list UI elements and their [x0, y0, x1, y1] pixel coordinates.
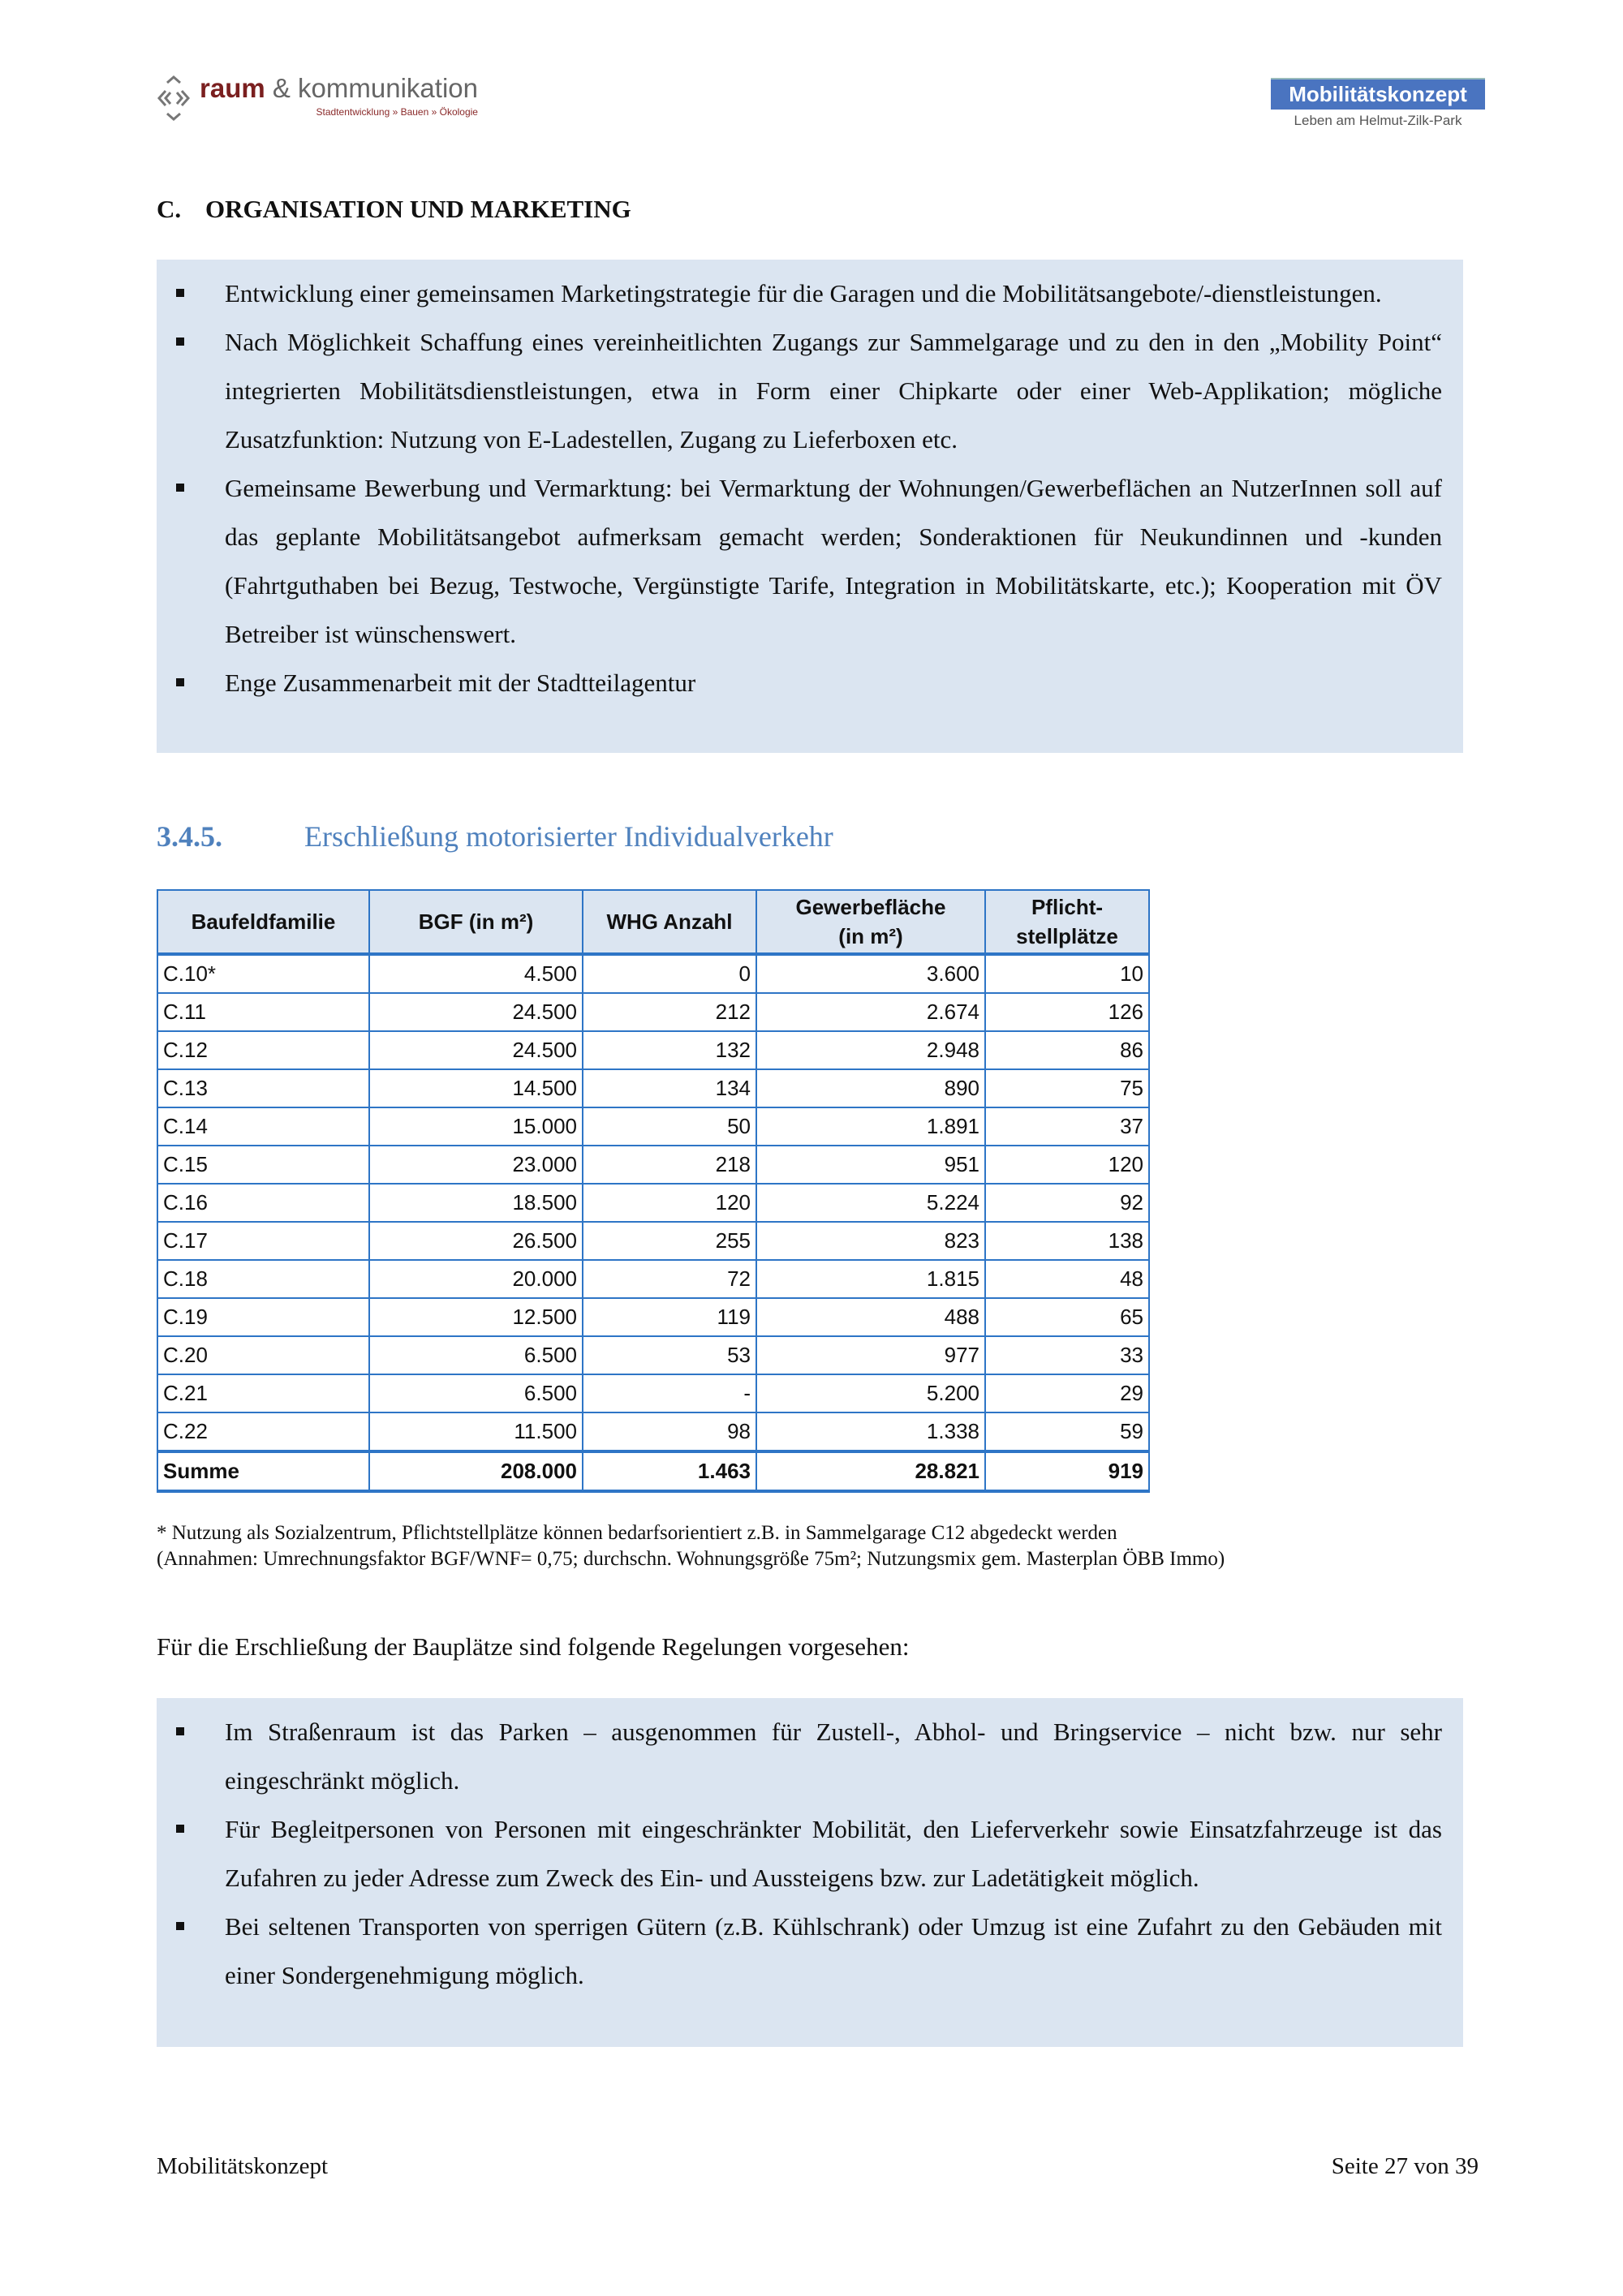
- footer-page-number: Seite 27 von 39: [1331, 2153, 1479, 2179]
- section-345-heading: [157, 819, 833, 853]
- table-row: [157, 993, 1149, 1031]
- table-cell: 53: [583, 1336, 756, 1374]
- table-cell: 255: [583, 1222, 756, 1260]
- list-item-text: Im Straßenraum ist das Parken – ausgenommen für Zustell-, Abhol- und Bringservice – nicht bzw. nur sehr eingeschränkt möglich.: [225, 1718, 1442, 1795]
- table-cell: C.19: [157, 1298, 369, 1336]
- rules-box: [157, 1698, 1463, 2047]
- table-cell: 977: [756, 1336, 985, 1374]
- footnote: * Nutzung als Sozialzentrum, Pflichtstellplätze können bedarfsorientiert z.B. in Sammelgarage C12 abgedeckt werden: [157, 1522, 1117, 1544]
- logo-brand: raum: [200, 73, 265, 103]
- list-item: [225, 318, 1442, 464]
- table-cell: 5.224: [756, 1184, 985, 1222]
- table-cell: 37: [985, 1107, 1149, 1146]
- list-item-text: Entwicklung einer gemeinsamen Marketingstrategie für die Garagen und die Mobilitätsangebote/-dienstleistungen.: [225, 279, 1382, 307]
- table-cell: 11.500: [369, 1412, 583, 1451]
- table-cell: 2.674: [756, 993, 985, 1031]
- table-cell: -: [583, 1374, 756, 1412]
- section-345-number: 3.4.5.: [157, 820, 222, 853]
- table-cell: C.15: [157, 1146, 369, 1184]
- list-item: [225, 1903, 1442, 2000]
- bullet-icon: [176, 678, 184, 686]
- bullet-icon: [176, 1922, 184, 1930]
- table-cell: 119: [583, 1298, 756, 1336]
- table-cell: C.14: [157, 1107, 369, 1146]
- badge-subtitle: Leben am Helmut-Zilk-Park: [1294, 113, 1462, 128]
- table-cell: C.16: [157, 1184, 369, 1222]
- col-header: BGF (in m²): [369, 890, 583, 954]
- table-cell: C.22: [157, 1412, 369, 1451]
- badge-title: Mobilitätskonzept: [1271, 78, 1485, 110]
- table-cell: 132: [583, 1031, 756, 1069]
- table-cell: 23.000: [369, 1146, 583, 1184]
- bullet-icon: [176, 1825, 184, 1833]
- table-cell: 134: [583, 1069, 756, 1107]
- table-row: [157, 1069, 1149, 1107]
- table-cell: 92: [985, 1184, 1149, 1222]
- table-cell: C.10*: [157, 954, 369, 993]
- company-logo: [154, 75, 478, 122]
- marketing-box: [157, 260, 1463, 753]
- document-badge: [1271, 78, 1485, 129]
- table-row: [157, 1184, 1149, 1222]
- table-cell: 919: [985, 1451, 1149, 1491]
- list-item: [225, 1708, 1442, 1805]
- logo-rest: & kommunikation: [272, 73, 478, 103]
- list-item-text: Für Begleitpersonen von Personen mit eingeschränkter Mobilität, den Lieferverkehr sowie Einsatzfahrzeuge ist das Zufahren zu jeder Adresse zum Zweck des Ein- und Aussteigens bzw. zur Ladetätigkeit möglich.: [225, 1815, 1442, 1892]
- table-cell: 33: [985, 1336, 1149, 1374]
- table-cell: 120: [985, 1146, 1149, 1184]
- list-item: [225, 269, 1442, 318]
- list-item-text: Enge Zusammenarbeit mit der Stadtteilagentur: [225, 669, 696, 697]
- table-cell: 59: [985, 1412, 1149, 1451]
- bullet-icon: [176, 338, 184, 346]
- table-cell: 1.815: [756, 1260, 985, 1298]
- table-cell: 10: [985, 954, 1149, 993]
- section-345-title: Erschließung motorisierter Individualverkehr: [304, 820, 833, 853]
- table-cell: 28.821: [756, 1451, 985, 1491]
- table-row: [157, 1412, 1149, 1451]
- col-header: Gewerbefläche (in m²): [756, 890, 985, 954]
- table-cell: C.12: [157, 1031, 369, 1069]
- table-cell: 823: [756, 1222, 985, 1260]
- table-row: [157, 1336, 1149, 1374]
- table-cell: 208.000: [369, 1451, 583, 1491]
- table-cell: 212: [583, 993, 756, 1031]
- section-c-heading: [157, 195, 631, 224]
- table-sum-row: [157, 1451, 1149, 1491]
- logo-tagline: Stadtentwicklung » Bauen » Ökologie: [316, 106, 478, 118]
- col-header: WHG Anzahl: [583, 890, 756, 954]
- table-cell: C.21: [157, 1374, 369, 1412]
- table-cell: 120: [583, 1184, 756, 1222]
- table-cell: 890: [756, 1069, 985, 1107]
- table-cell: 951: [756, 1146, 985, 1184]
- section-c-number: C.: [157, 195, 182, 223]
- list-item-text: Gemeinsame Bewerbung und Vermarktung: bei Vermarktung der Wohnungen/Gewerbeflächen an NutzerInnen soll auf das geplante Mobilitätsangebot aufmerksam gemacht werden; Sonderaktionen für Neukundinnen und -kunden (Fahrtguthaben bei Bezug, Testwoche, Vergünstigte Tarife, Integration in Mobilitätskarte, etc.); Kooperation mit ÖV Betreiber ist wünschenswert.: [225, 474, 1442, 648]
- table-cell: 5.200: [756, 1374, 985, 1412]
- list-item: [225, 1805, 1442, 1903]
- table-cell: 18.500: [369, 1184, 583, 1222]
- list-item: [225, 659, 1442, 707]
- table-row: [157, 1298, 1149, 1336]
- list-item-text: Bei seltenen Transporten von sperrigen Gütern (z.B. Kühlschrank) oder Umzug ist eine Zufahrt zu den Gebäuden mit einer Sondergenehmigung möglich.: [225, 1912, 1442, 1989]
- table-row: [157, 954, 1149, 993]
- footnote: (Annahmen: Umrechnungsfaktor BGF/WNF= 0,75; durchschn. Wohnungsgröße 75m²; Nutzungsmix gem. Masterplan ÖBB Immo): [157, 1548, 1225, 1570]
- table-cell: 6.500: [369, 1374, 583, 1412]
- table-cell: 50: [583, 1107, 756, 1146]
- bullet-icon: [176, 1727, 184, 1735]
- table-cell: 1.891: [756, 1107, 985, 1146]
- table-cell: 4.500: [369, 954, 583, 993]
- table-cell: 1.338: [756, 1412, 985, 1451]
- table-cell: C.11: [157, 993, 369, 1031]
- col-header: Baufeldfamilie: [157, 890, 369, 954]
- table-row: [157, 1222, 1149, 1260]
- table-cell: 12.500: [369, 1298, 583, 1336]
- table-cell: 24.500: [369, 1031, 583, 1069]
- table-cell: 48: [985, 1260, 1149, 1298]
- table-cell: C.18: [157, 1260, 369, 1298]
- bullet-icon: [176, 289, 184, 297]
- table-cell: C.20: [157, 1336, 369, 1374]
- table-row: [157, 1146, 1149, 1184]
- table-cell: 75: [985, 1069, 1149, 1107]
- table-cell: C.13: [157, 1069, 369, 1107]
- table-cell: 218: [583, 1146, 756, 1184]
- table-row: [157, 1031, 1149, 1069]
- table-cell: 29: [985, 1374, 1149, 1412]
- table-cell: 14.500: [369, 1069, 583, 1107]
- table-cell: 126: [985, 993, 1149, 1031]
- table-cell: 3.600: [756, 954, 985, 993]
- table-cell: 98: [583, 1412, 756, 1451]
- table-row: [157, 1260, 1149, 1298]
- list-item: [225, 464, 1442, 659]
- table-cell: 2.948: [756, 1031, 985, 1069]
- intro-text: Für die Erschließung der Bauplätze sind folgende Regelungen vorgesehen:: [157, 1632, 910, 1661]
- bullet-icon: [176, 484, 184, 492]
- list-item-text: Nach Möglichkeit Schaffung eines vereinheitlichten Zugangs zur Sammelgarage und zu den in den „Mobility Point“ integrierten Mobilitätsdienstleistungen, etwa in Form einer Chipkarte oder einer Web-Applikation; mögliche Zusatzfunktion: Nutzung von E-Ladestellen, Zugang zu Lieferboxen etc.: [225, 328, 1442, 454]
- table-cell: 138: [985, 1222, 1149, 1260]
- table-cell: Summe: [157, 1451, 369, 1491]
- table-row: [157, 1107, 1149, 1146]
- table-cell: 6.500: [369, 1336, 583, 1374]
- col-header: Pflicht-stellplätze: [985, 890, 1149, 954]
- table-cell: 1.463: [583, 1451, 756, 1491]
- table-cell: 0: [583, 954, 756, 993]
- parking-table: [157, 889, 1150, 1493]
- table-cell: 488: [756, 1298, 985, 1336]
- table-cell: 65: [985, 1298, 1149, 1336]
- footer-left: Mobilitätskonzept: [157, 2153, 329, 2179]
- section-c-title: ORGANISATION UND MARKETING: [205, 195, 631, 223]
- table-cell: 26.500: [369, 1222, 583, 1260]
- table-cell: 86: [985, 1031, 1149, 1069]
- logo-mark-icon: [154, 75, 193, 122]
- table-cell: 15.000: [369, 1107, 583, 1146]
- table-cell: 72: [583, 1260, 756, 1298]
- table-cell: C.17: [157, 1222, 369, 1260]
- table-row: [157, 1374, 1149, 1412]
- table-cell: 24.500: [369, 993, 583, 1031]
- table-header-row: [157, 890, 1149, 954]
- table-cell: 20.000: [369, 1260, 583, 1298]
